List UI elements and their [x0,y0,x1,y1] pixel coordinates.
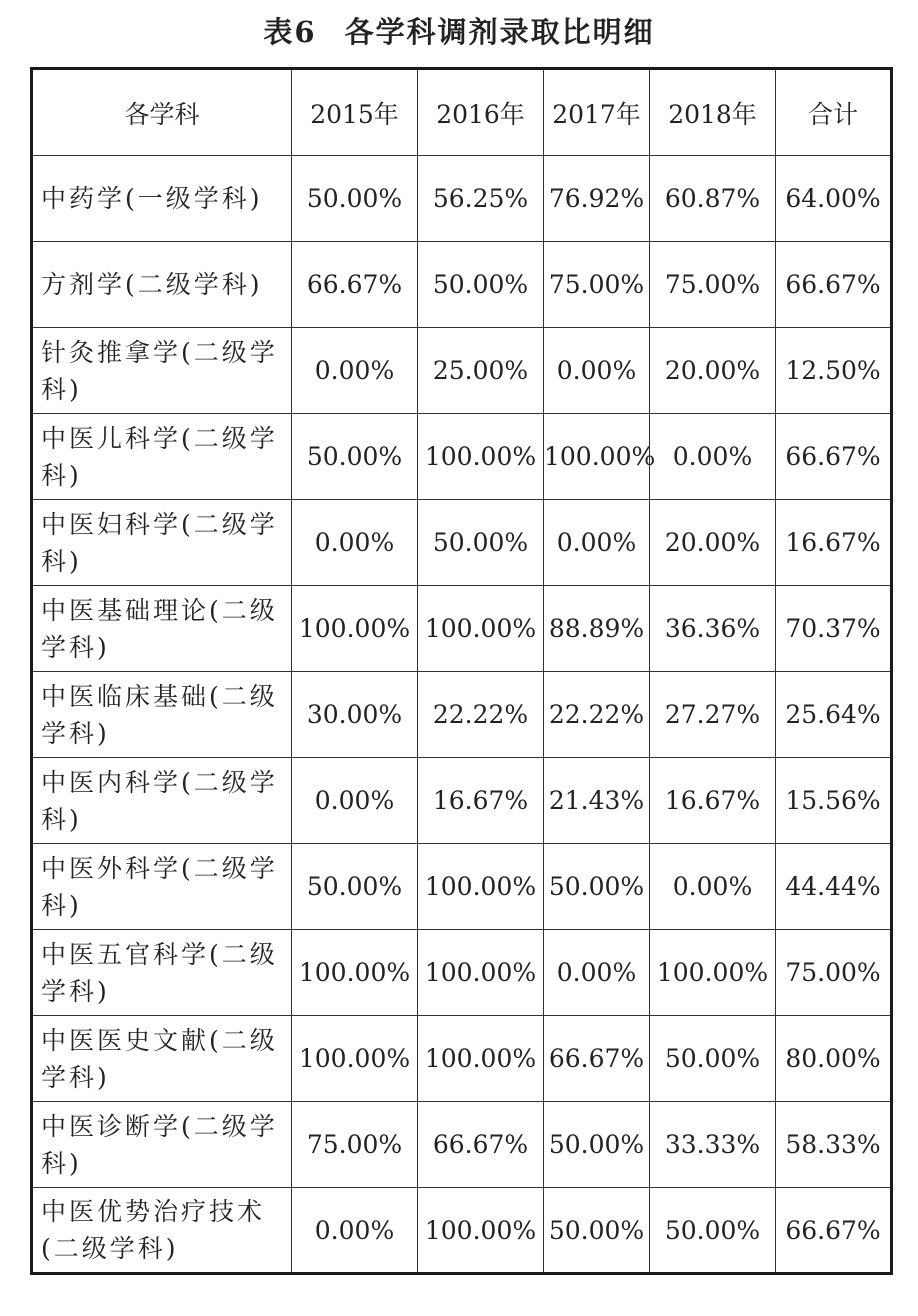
value-cell-2017: 0.00% [544,328,650,414]
value-cell-total: 70.37% [776,586,892,672]
value-cell-2016: 100.00% [418,586,544,672]
value-cell-2017: 0.00% [544,930,650,1016]
value-cell-2016: 100.00% [418,1016,544,1102]
value-cell-total: 75.00% [776,930,892,1016]
header-subject: 各学科 [32,69,292,156]
table-row [32,672,892,758]
table-row [32,500,892,586]
value-cell-total: 66.67% [776,1188,892,1274]
subject-cell: 中医诊断学(二级学科) [32,1102,292,1188]
value-cell-2015: 100.00% [292,930,418,1016]
value-cell-total: 66.67% [776,242,892,328]
value-cell-2016: 25.00% [418,328,544,414]
subject-cell: 中医优势治疗技术(二级学科) [32,1188,292,1274]
value-cell-2018: 0.00% [650,414,776,500]
header-2017: 2017年 [544,69,650,156]
value-cell-2016: 22.22% [418,672,544,758]
value-cell-2017: 66.67% [544,1016,650,1102]
subject-cell: 中医临床基础(二级学科) [32,672,292,758]
admission-ratio-table [30,67,893,1275]
value-cell-2016: 66.67% [418,1102,544,1188]
value-cell-2018: 36.36% [650,586,776,672]
value-cell-2018: 100.00% [650,930,776,1016]
value-cell-2015: 50.00% [292,414,418,500]
value-cell-2017: 88.89% [544,586,650,672]
subject-cell: 中医五官科学(二级学科) [32,930,292,1016]
table-row [32,1016,892,1102]
value-cell-2015: 66.67% [292,242,418,328]
header-2015: 2015年 [292,69,418,156]
value-cell-total: 12.50% [776,328,892,414]
value-cell-2016: 50.00% [418,500,544,586]
subject-cell: 中医外科学(二级学科) [32,844,292,930]
value-cell-2015: 0.00% [292,328,418,414]
value-cell-2018: 0.00% [650,844,776,930]
value-cell-2016: 100.00% [418,844,544,930]
value-cell-total: 44.44% [776,844,892,930]
table-row [32,242,892,328]
table-caption: 各学科调剂录取比明细 [344,15,655,49]
table-row [32,156,892,242]
value-cell-total: 25.64% [776,672,892,758]
value-cell-2015: 0.00% [292,500,418,586]
header-row [32,69,892,156]
value-cell-total: 16.67% [776,500,892,586]
value-cell-2018: 20.00% [650,500,776,586]
table-row [32,930,892,1016]
value-cell-2015: 0.00% [292,758,418,844]
value-cell-2018: 27.27% [650,672,776,758]
value-cell-2017: 76.92% [544,156,650,242]
table-row [32,1188,892,1274]
value-cell-2018: 20.00% [650,328,776,414]
value-cell-2017: 22.22% [544,672,650,758]
subject-cell: 中药学(一级学科) [32,156,292,242]
subject-cell: 中医儿科学(二级学科) [32,414,292,500]
value-cell-2015: 30.00% [292,672,418,758]
value-cell-2018: 50.00% [650,1188,776,1274]
value-cell-2017: 50.00% [544,844,650,930]
subject-cell: 中医妇科学(二级学科) [32,500,292,586]
value-cell-2018: 16.67% [650,758,776,844]
value-cell-2015: 75.00% [292,1102,418,1188]
value-cell-2015: 50.00% [292,156,418,242]
value-cell-total: 58.33% [776,1102,892,1188]
value-cell-2016: 100.00% [418,414,544,500]
table-title [0,12,918,52]
value-cell-2015: 100.00% [292,1016,418,1102]
table-row [32,758,892,844]
value-cell-2016: 100.00% [418,1188,544,1274]
table-body [32,156,892,1274]
value-cell-2018: 75.00% [650,242,776,328]
value-cell-total: 66.67% [776,414,892,500]
table-row [32,1102,892,1188]
value-cell-2017: 75.00% [544,242,650,328]
value-cell-total: 80.00% [776,1016,892,1102]
value-cell-2016: 50.00% [418,242,544,328]
header-total: 合计 [776,69,892,156]
value-cell-total: 64.00% [776,156,892,242]
subject-cell: 方剂学(二级学科) [32,242,292,328]
header-2018: 2018年 [650,69,776,156]
subject-cell: 中医内科学(二级学科) [32,758,292,844]
value-cell-2017: 50.00% [544,1188,650,1274]
value-cell-2017: 0.00% [544,500,650,586]
value-cell-2018: 60.87% [650,156,776,242]
subject-cell: 中医基础理论(二级学科) [32,586,292,672]
value-cell-2017: 100.00% [544,414,650,500]
value-cell-2016: 56.25% [418,156,544,242]
table-row [32,844,892,930]
table-row [32,586,892,672]
value-cell-2016: 16.67% [418,758,544,844]
table-row [32,328,892,414]
subject-cell: 中医医史文献(二级学科) [32,1016,292,1102]
value-cell-2015: 0.00% [292,1188,418,1274]
table-row [32,414,892,500]
value-cell-2018: 33.33% [650,1102,776,1188]
value-cell-2016: 100.00% [418,930,544,1016]
value-cell-2017: 50.00% [544,1102,650,1188]
value-cell-2015: 100.00% [292,586,418,672]
value-cell-2017: 21.43% [544,758,650,844]
table-number: 表6 [263,15,317,49]
header-2016: 2016年 [418,69,544,156]
value-cell-2015: 50.00% [292,844,418,930]
subject-cell: 针灸推拿学(二级学科) [32,328,292,414]
value-cell-total: 15.56% [776,758,892,844]
value-cell-2018: 50.00% [650,1016,776,1102]
